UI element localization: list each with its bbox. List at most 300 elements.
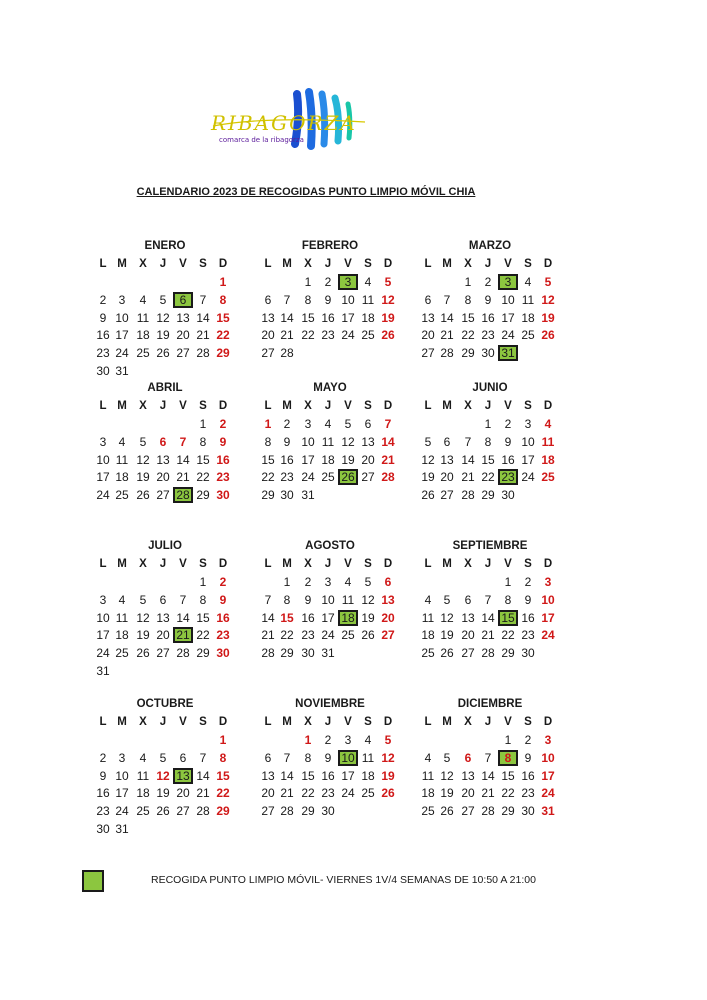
day-cell: 29 — [481, 488, 495, 503]
day-cell: 3 — [99, 592, 107, 607]
day-cell: 18 — [361, 768, 375, 783]
day-cell: 8 — [199, 592, 207, 607]
collection-day: 10 — [338, 750, 358, 766]
day-cell: 6 — [159, 434, 167, 449]
weekday-header: V — [344, 258, 352, 270]
day-cell: 23 — [521, 628, 535, 643]
day-cell: 11 — [421, 610, 435, 625]
day-cell: 25 — [341, 628, 355, 643]
day-cell: 5 — [159, 750, 167, 765]
day-cell: 4 — [364, 275, 372, 289]
day-cell: 23 — [301, 628, 315, 643]
day-cell: 10 — [115, 768, 129, 783]
day-cell: 4 — [118, 434, 126, 449]
month-name: ABRIL — [147, 382, 183, 394]
month-name: MAYO — [313, 382, 347, 394]
day-cell: 24 — [96, 488, 110, 503]
day-cell: 16 — [521, 768, 535, 783]
day-cell: 16 — [216, 452, 230, 467]
day-cell: 10 — [541, 750, 555, 765]
day-cell: 5 — [159, 292, 167, 307]
day-cell: 20 — [461, 628, 475, 643]
day-cell: 19 — [156, 786, 170, 801]
weekday-header: S — [364, 258, 372, 270]
day-cell: 17 — [115, 786, 129, 801]
day-cell: 21 — [196, 786, 210, 801]
day-cell: 12 — [440, 768, 454, 783]
day-cell: 24 — [341, 786, 355, 801]
collection-day: 23 — [498, 469, 518, 485]
day-cell: 28 — [440, 346, 454, 361]
day-cell: 28 — [176, 646, 190, 661]
day-cell: 6 — [443, 434, 451, 449]
weekday-header: S — [364, 716, 372, 728]
weekday-header: J — [324, 258, 332, 270]
day-cell: 14 — [481, 610, 495, 625]
weekday-header: J — [324, 716, 332, 728]
day-cell: 23 — [96, 346, 110, 361]
day-cell: 17 — [321, 610, 335, 625]
weekday-header: S — [199, 716, 207, 728]
day-cell: 13 — [461, 768, 475, 783]
day-cell: 15 — [280, 610, 294, 625]
day-cell: 22 — [196, 628, 210, 643]
day-cell: 18 — [136, 786, 150, 801]
weekday-header: D — [543, 400, 553, 412]
weekday-header: M — [282, 558, 292, 570]
day-cell: 4 — [344, 575, 352, 589]
weekday-header: L — [99, 558, 107, 570]
day-cell: 9 — [219, 592, 227, 607]
weekday-header: L — [424, 716, 432, 728]
day-cell: 18 — [321, 452, 335, 467]
day-cell: 2 — [219, 575, 227, 589]
day-cell: 17 — [301, 452, 315, 467]
day-cell: 3 — [544, 575, 552, 589]
day-cell: 12 — [440, 610, 454, 625]
day-cell: 2 — [324, 733, 332, 747]
day-cell: 14 — [176, 610, 190, 625]
day-cell: 30 — [96, 822, 110, 836]
day-cell: 15 — [301, 310, 315, 325]
weekday-header: V — [179, 400, 187, 412]
day-cell: 22 — [216, 328, 230, 343]
day-cell: 11 — [115, 452, 129, 467]
weekday-header: X — [304, 716, 312, 728]
day-cell: 29 — [301, 804, 315, 819]
collection-day: 28 — [173, 487, 193, 503]
weekday-header: D — [543, 716, 553, 728]
day-cell: 15 — [481, 452, 495, 467]
day-cell: 28 — [461, 488, 475, 503]
day-cell: 6 — [364, 417, 372, 431]
day-cell: 25 — [136, 804, 150, 819]
svg-text:comarca de la ribagorza: comarca de la ribagorza — [219, 136, 304, 144]
day-cell: 13 — [156, 452, 170, 467]
day-cell: 28 — [196, 346, 210, 361]
day-cell: 6 — [424, 292, 432, 307]
day-cell: 29 — [280, 646, 294, 661]
day-cell: 3 — [118, 750, 126, 765]
svg-text:RIBAGORZA: RIBAGORZA — [211, 111, 357, 135]
weekday-header: J — [484, 558, 492, 570]
day-cell: 18 — [421, 786, 435, 801]
day-cell: 5 — [544, 275, 552, 289]
day-cell: 30 — [501, 488, 515, 503]
month-name: SEPTIEMBRE — [452, 540, 528, 552]
day-cell: 29 — [501, 646, 515, 661]
day-cell: 20 — [421, 328, 435, 343]
day-cell: 30 — [301, 646, 315, 661]
day-cell: 6 — [464, 592, 472, 607]
day-cell: 11 — [361, 292, 375, 307]
day-cell: 8 — [199, 434, 207, 449]
month-name: AGOSTO — [305, 540, 355, 552]
day-cell: 24 — [521, 470, 535, 485]
day-cell: 8 — [304, 292, 312, 307]
day-cell: 7 — [484, 592, 492, 607]
day-cell: 1 — [504, 575, 512, 589]
day-cell: 10 — [301, 434, 315, 449]
day-cell: 21 — [280, 328, 294, 343]
day-cell: 18 — [521, 310, 535, 325]
weekday-header: X — [304, 258, 312, 270]
day-cell: 12 — [421, 452, 435, 467]
day-cell: 13 — [461, 610, 475, 625]
day-cell: 13 — [440, 452, 454, 467]
day-cell: 22 — [501, 628, 515, 643]
day-cell: 24 — [96, 646, 110, 661]
day-cell: 13 — [421, 310, 435, 325]
weekday-header: S — [199, 258, 207, 270]
day-cell: 16 — [96, 786, 110, 801]
day-cell: 28 — [481, 804, 495, 819]
day-cell: 28 — [196, 804, 210, 819]
day-cell: 26 — [156, 346, 170, 361]
weekday-header: X — [139, 400, 147, 412]
weekday-header: S — [364, 400, 372, 412]
collection-day: 13 — [173, 768, 193, 784]
weekday-header: L — [264, 400, 272, 412]
day-cell: 10 — [96, 610, 110, 625]
day-cell: 13 — [176, 310, 190, 325]
day-cell: 7 — [179, 434, 187, 449]
day-cell: 6 — [264, 750, 272, 765]
day-cell: 21 — [481, 628, 495, 643]
day-cell: 16 — [280, 452, 294, 467]
day-cell: 16 — [521, 610, 535, 625]
day-cell: 23 — [216, 628, 230, 643]
day-cell: 15 — [216, 768, 230, 783]
day-cell: 13 — [261, 768, 275, 783]
day-cell: 16 — [321, 310, 335, 325]
day-cell: 20 — [176, 786, 190, 801]
weekday-header: M — [117, 258, 127, 270]
day-cell: 25 — [115, 488, 129, 503]
day-cell: 4 — [139, 292, 147, 307]
weekday-header: V — [504, 258, 512, 270]
day-cell: 4 — [424, 750, 432, 765]
day-cell: 18 — [361, 310, 375, 325]
day-cell: 14 — [196, 310, 210, 325]
weekday-header: D — [383, 716, 393, 728]
day-cell: 25 — [321, 470, 335, 485]
day-cell: 9 — [484, 292, 492, 307]
day-cell: 31 — [115, 364, 129, 378]
day-cell: 12 — [381, 292, 395, 307]
day-cell: 21 — [481, 786, 495, 801]
weekday-header: S — [199, 558, 207, 570]
day-cell: 14 — [481, 768, 495, 783]
day-cell: 17 — [341, 768, 355, 783]
day-cell: 10 — [321, 592, 335, 607]
weekday-header: L — [99, 258, 107, 270]
day-cell: 2 — [283, 417, 291, 431]
day-cell: 27 — [381, 628, 395, 643]
day-cell: 2 — [504, 417, 512, 431]
day-cell: 14 — [461, 452, 475, 467]
day-cell: 11 — [521, 292, 535, 307]
weekday-header: L — [99, 400, 107, 412]
weekday-header: S — [524, 558, 532, 570]
day-cell: 1 — [504, 733, 512, 747]
day-cell: 22 — [196, 470, 210, 485]
day-cell: 9 — [324, 292, 332, 307]
day-cell: 27 — [261, 804, 275, 819]
day-cell: 19 — [381, 768, 395, 783]
day-cell: 7 — [384, 417, 392, 431]
weekday-header: S — [524, 400, 532, 412]
day-cell: 6 — [384, 575, 392, 589]
weekday-header: J — [159, 258, 167, 270]
day-cell: 26 — [381, 328, 395, 343]
weekday-header: J — [159, 716, 167, 728]
collection-day: 26 — [338, 469, 358, 485]
day-cell: 5 — [424, 434, 432, 449]
day-cell: 27 — [461, 804, 475, 819]
day-cell: 30 — [280, 488, 294, 503]
day-cell: 21 — [176, 470, 190, 485]
day-cell: 2 — [99, 750, 107, 765]
day-cell: 5 — [364, 575, 372, 589]
day-cell: 24 — [301, 470, 315, 485]
day-cell: 1 — [199, 417, 207, 431]
weekday-header: M — [117, 558, 127, 570]
day-cell: 9 — [524, 750, 532, 765]
day-cell: 30 — [216, 646, 230, 661]
day-cell: 25 — [115, 646, 129, 661]
day-cell: 20 — [361, 452, 375, 467]
day-cell: 2 — [219, 417, 227, 431]
day-cell: 8 — [504, 592, 512, 607]
day-cell: 8 — [304, 750, 312, 765]
day-cell: 26 — [136, 488, 150, 503]
day-cell: 2 — [304, 575, 312, 589]
weekday-header: J — [484, 258, 492, 270]
legend-text: RECOGIDA PUNTO LIMPIO MÓVIL- VIERNES 1V/4 SEMANAS DE 10:50 A 21:00 — [151, 874, 536, 886]
day-cell: 9 — [304, 592, 312, 607]
day-cell: 23 — [280, 470, 294, 485]
day-cell: 17 — [541, 610, 555, 625]
day-cell: 2 — [524, 575, 532, 589]
collection-day: 21 — [173, 627, 193, 643]
day-cell: 25 — [421, 804, 435, 819]
day-cell: 20 — [261, 328, 275, 343]
day-cell: 7 — [283, 750, 291, 765]
day-cell: 12 — [136, 610, 150, 625]
day-cell: 14 — [196, 768, 210, 783]
weekday-header: L — [424, 400, 432, 412]
day-cell: 10 — [115, 310, 129, 325]
day-cell: 5 — [443, 592, 451, 607]
day-cell: 19 — [156, 328, 170, 343]
day-cell: 20 — [156, 470, 170, 485]
weekday-header: D — [543, 558, 553, 570]
day-cell: 22 — [301, 328, 315, 343]
month-name: JULIO — [148, 540, 182, 552]
day-cell: 28 — [481, 646, 495, 661]
day-cell: 24 — [321, 628, 335, 643]
weekday-header: M — [282, 400, 292, 412]
day-cell: 4 — [424, 592, 432, 607]
collection-day: 6 — [173, 292, 193, 308]
day-cell: 24 — [115, 804, 129, 819]
day-cell: 26 — [440, 646, 454, 661]
day-cell: 7 — [264, 592, 272, 607]
day-cell: 3 — [524, 417, 532, 431]
weekday-header: M — [282, 716, 292, 728]
day-cell: 27 — [461, 646, 475, 661]
day-cell: 15 — [301, 768, 315, 783]
day-cell: 23 — [321, 328, 335, 343]
day-cell: 26 — [361, 628, 375, 643]
day-cell: 18 — [541, 452, 555, 467]
day-cell: 16 — [501, 452, 515, 467]
day-cell: 4 — [324, 417, 332, 431]
day-cell: 13 — [261, 310, 275, 325]
month-name: NOVIEMBRE — [295, 698, 365, 710]
day-cell: 31 — [96, 664, 110, 678]
day-cell: 31 — [301, 488, 315, 503]
collection-day: 31 — [498, 345, 518, 361]
day-cell: 28 — [261, 646, 275, 661]
day-cell: 15 — [461, 310, 475, 325]
day-cell: 6 — [264, 292, 272, 307]
weekday-header: D — [383, 400, 393, 412]
day-cell: 3 — [324, 575, 332, 589]
day-cell: 1 — [484, 417, 492, 431]
day-cell: 9 — [219, 434, 227, 449]
day-cell: 7 — [199, 750, 207, 765]
day-cell: 7 — [464, 434, 472, 449]
day-cell: 1 — [219, 733, 227, 747]
day-cell: 11 — [136, 768, 150, 783]
day-cell: 27 — [176, 804, 190, 819]
day-cell: 7 — [443, 292, 451, 307]
weekday-header: V — [179, 716, 187, 728]
day-cell: 12 — [156, 768, 170, 783]
day-cell: 4 — [544, 417, 552, 431]
day-cell: 21 — [381, 452, 395, 467]
day-cell: 7 — [283, 292, 291, 307]
day-cell: 28 — [280, 804, 294, 819]
weekday-header: M — [442, 258, 452, 270]
day-cell: 27 — [421, 346, 435, 361]
day-cell: 30 — [481, 346, 495, 361]
month-name: ENERO — [144, 240, 186, 252]
day-cell: 13 — [156, 610, 170, 625]
day-cell: 14 — [440, 310, 454, 325]
day-cell: 4 — [364, 733, 372, 747]
day-cell: 16 — [96, 328, 110, 343]
day-cell: 20 — [440, 470, 454, 485]
day-cell: 24 — [541, 628, 555, 643]
day-cell: 10 — [501, 292, 515, 307]
day-cell: 9 — [504, 434, 512, 449]
day-cell: 25 — [361, 328, 375, 343]
month-name: DICIEMBRE — [457, 698, 523, 710]
weekday-header: X — [139, 258, 147, 270]
day-cell: 30 — [521, 804, 535, 819]
day-cell: 8 — [219, 750, 227, 765]
weekday-header: D — [543, 258, 553, 270]
day-cell: 14 — [381, 434, 395, 449]
day-cell: 9 — [99, 768, 107, 783]
day-cell: 24 — [501, 328, 515, 343]
day-cell: 27 — [156, 646, 170, 661]
day-cell: 13 — [361, 434, 375, 449]
day-cell: 9 — [283, 434, 291, 449]
weekday-header: J — [324, 400, 332, 412]
day-cell: 28 — [381, 470, 395, 485]
weekday-header: J — [484, 716, 492, 728]
day-cell: 15 — [261, 452, 275, 467]
day-cell: 25 — [541, 470, 555, 485]
day-cell: 22 — [481, 470, 495, 485]
day-cell: 17 — [96, 628, 110, 643]
day-cell: 10 — [521, 434, 535, 449]
day-cell: 12 — [381, 750, 395, 765]
weekday-header: D — [218, 258, 228, 270]
day-cell: 29 — [216, 346, 230, 361]
day-cell: 23 — [96, 804, 110, 819]
weekday-header: X — [304, 558, 312, 570]
weekday-header: D — [218, 400, 228, 412]
weekday-header: L — [99, 716, 107, 728]
day-cell: 13 — [381, 592, 395, 607]
weekday-header: D — [383, 558, 393, 570]
day-cell: 5 — [384, 275, 392, 289]
day-cell: 6 — [464, 750, 472, 765]
weekday-header: M — [282, 258, 292, 270]
day-cell: 18 — [115, 628, 129, 643]
day-cell: 25 — [421, 646, 435, 661]
day-cell: 4 — [524, 275, 532, 289]
day-cell: 14 — [261, 610, 275, 625]
day-cell: 20 — [156, 628, 170, 643]
day-cell: 27 — [361, 470, 375, 485]
day-cell: 8 — [283, 592, 291, 607]
weekday-header: S — [364, 558, 372, 570]
day-cell: 19 — [361, 610, 375, 625]
day-cell: 18 — [421, 628, 435, 643]
day-cell: 25 — [361, 786, 375, 801]
day-cell: 15 — [501, 768, 515, 783]
day-cell: 8 — [264, 434, 272, 449]
month-name: FEBRERO — [301, 240, 359, 252]
day-cell: 19 — [421, 470, 435, 485]
day-cell: 31 — [321, 646, 335, 661]
